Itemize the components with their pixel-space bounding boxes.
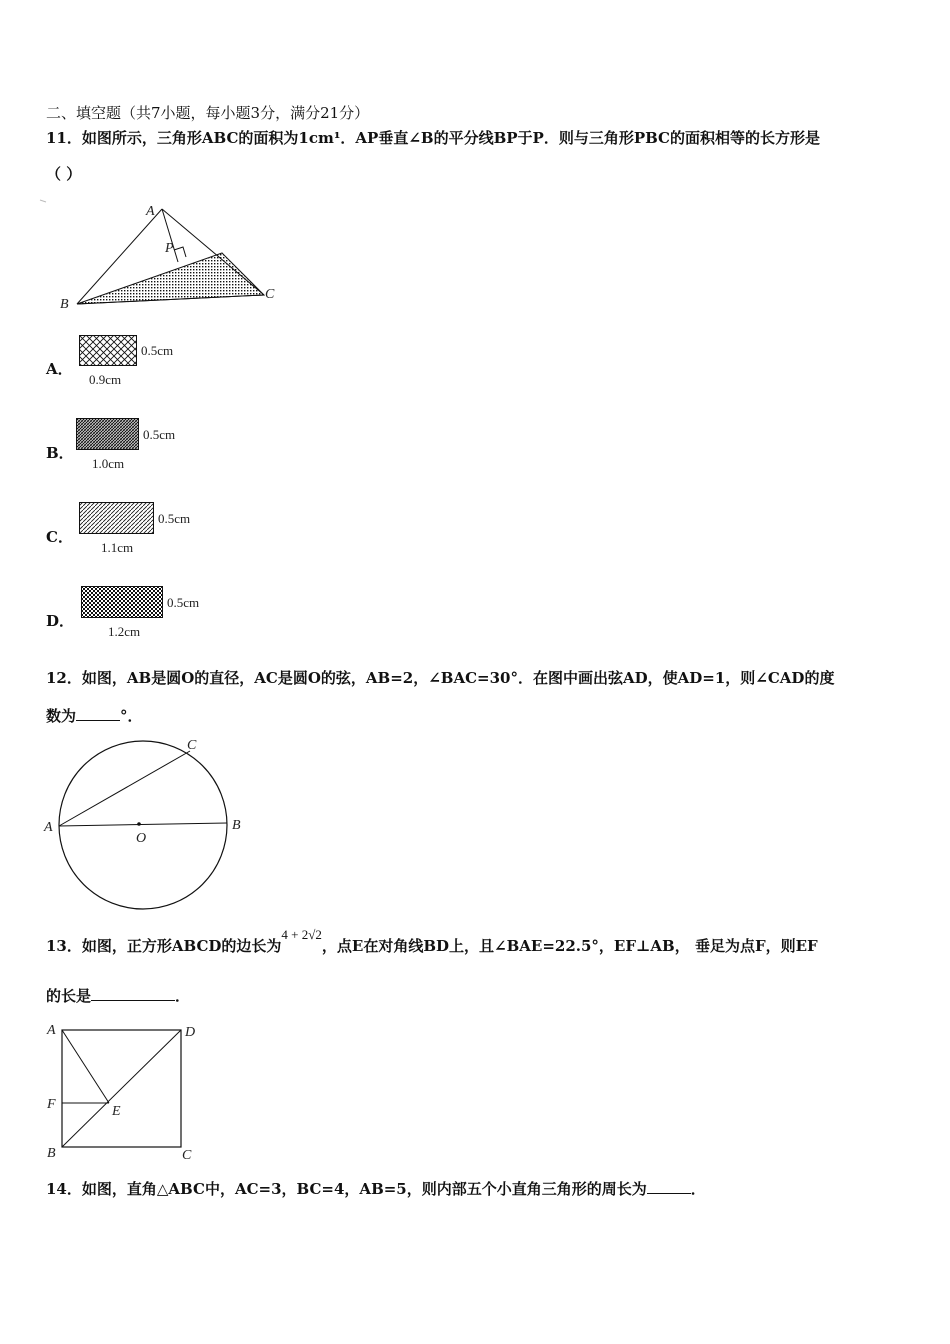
label-c: C: [182, 1148, 192, 1163]
q14-text-pre: 14．如图，直角△ABC中，AC=3，BC=4，AB=5，则内部五个小直角三角形的周长为: [46, 1180, 647, 1198]
option-c-height: 0.5cm: [158, 511, 191, 526]
option-a-height: 0.5cm: [141, 343, 174, 358]
label-b: B: [232, 818, 241, 833]
center-point: [137, 822, 141, 826]
label-p: P: [165, 241, 174, 256]
option-b-width: 1.0cm: [92, 456, 125, 471]
q13-text-pre: 13．如图，正方形ABCD的边长为: [46, 937, 282, 955]
q13-text: [46, 927, 818, 957]
q13-text2-pre: 的长是: [46, 987, 92, 1005]
q14-text: [46, 1179, 706, 1199]
option-c-rect: [79, 502, 154, 534]
option-d-width: 1.2cm: [108, 624, 141, 639]
q12-text-line2: [46, 706, 143, 726]
label-c: C: [187, 738, 197, 753]
option-c-width: 1.1cm: [101, 540, 134, 555]
option-d-rect: [81, 586, 163, 618]
q14-text-post: ．: [690, 1180, 706, 1198]
q13-text2-post: ．: [175, 987, 191, 1005]
q13-square-figure: [40, 1018, 210, 1163]
option-a-label: A．: [46, 360, 73, 378]
option-d-height: 0.5cm: [167, 595, 200, 610]
option-a-width: 0.9cm: [89, 372, 122, 387]
q12-text: 12．如图，AB是圆O的直径，AC是圆O的弦，AB=2，∠BAC=30°．在图中画出弦AD，使AD=1，则∠CAD的度: [46, 669, 835, 687]
q13-text-post: ，点E在对角线BD上，且∠BAE=22.5°，EF⊥AB， 垂足为点F，则EF: [321, 937, 818, 955]
label-d: D: [185, 1025, 196, 1040]
option-d-label: D．: [46, 612, 75, 630]
section-title: 二、填空题（共7小题，每小题3分，满分21分）: [46, 104, 370, 122]
label-a: A: [146, 204, 155, 219]
option-b-rect: [76, 418, 139, 450]
q11-triangle-figure: [40, 200, 290, 315]
option-c-label: C．: [46, 528, 73, 546]
q13-expr: 4 + 2√2: [281, 927, 322, 942]
q12-text2-pre: 数为: [46, 707, 77, 725]
label-e: E: [112, 1104, 121, 1119]
option-a-rect: [79, 335, 137, 366]
label-b: B: [60, 297, 69, 312]
option-b-height: 0.5cm: [143, 427, 176, 442]
q12-circle-figure: [40, 735, 255, 915]
q12-answer-blank[interactable]: [76, 706, 120, 721]
label-a: A: [44, 820, 53, 835]
q13-text-line2: [46, 986, 190, 1006]
q14-answer-blank[interactable]: [647, 1179, 691, 1194]
q11-paren: （ ）: [46, 165, 82, 183]
q12-text2-post: °．: [120, 707, 143, 725]
label-f: F: [47, 1097, 56, 1112]
label-a: A: [47, 1023, 56, 1038]
option-b-label: B．: [46, 444, 74, 462]
q13-answer-blank[interactable]: [91, 986, 175, 1001]
label-b: B: [47, 1146, 56, 1161]
label-c: C: [265, 287, 275, 302]
q11-text: 11．如图所示，三角形ABC的面积为1cm¹．AP垂直∠B的平分线BP于P．则与三角形PBC的面积相等的长方形是: [46, 129, 820, 147]
label-o: O: [136, 831, 147, 846]
